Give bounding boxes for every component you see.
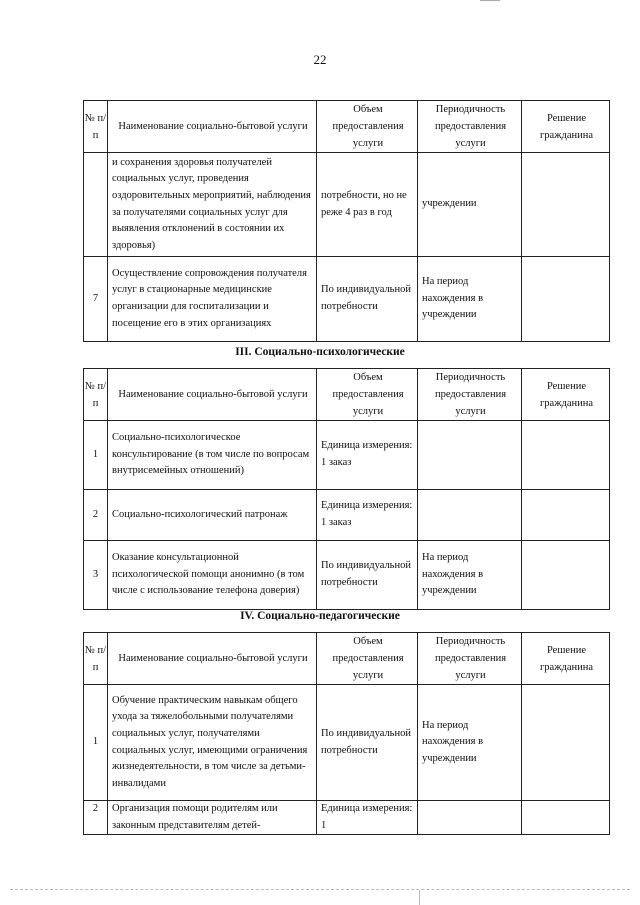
header-decision: Решение гражданина xyxy=(522,369,610,421)
header-num: № п/п xyxy=(84,633,108,685)
row-decision xyxy=(522,685,610,801)
header-volume: Объем предоставления услуги xyxy=(317,369,418,421)
row-decision xyxy=(522,257,610,342)
row-volume: Единица измерения: 1 xyxy=(317,801,418,835)
header-name: Наименование социально-бытовой услуги xyxy=(108,101,317,153)
header-period: Периодичность предоставления услуги xyxy=(418,101,522,153)
row-period xyxy=(418,490,522,541)
row-name: Обучение практическим навыкам общего ухода за тяжелобольными получателями социальных услуг, получателями социальных услуг, имеющими ограничения жизнедеятельности, в том числе за детьми-инвалидами xyxy=(108,685,317,801)
page-number: 22 xyxy=(313,52,327,67)
header-volume: Объем предоставления услуги xyxy=(317,633,418,685)
page-bottom-tick xyxy=(419,890,420,905)
table-header-row xyxy=(84,369,610,421)
row-name: Организация помощи родителям или законным представителям детей- xyxy=(108,801,317,835)
header-num: № п/п xyxy=(84,369,108,421)
row-name: и сохранения здоровья получателей социальных услуг, проведения оздоровительных мероприятий, наблюдения за получателями социальных услуг для выявления отклонений в состоянии их здоровья) xyxy=(108,153,317,257)
row-decision xyxy=(522,490,610,541)
row-decision xyxy=(522,153,610,257)
table-row xyxy=(84,257,610,342)
row-volume: По индивидуальной потребности xyxy=(317,257,418,342)
row-period: На период нахождения в учреждении xyxy=(418,257,522,342)
services-table-pedagogical xyxy=(83,632,610,835)
header-decision: Решение гражданина xyxy=(522,633,610,685)
header-period: Периодичность предоставления услуги xyxy=(418,369,522,421)
header-decision: Решение гражданина xyxy=(522,101,610,153)
row-num: 1 xyxy=(84,421,108,490)
row-decision xyxy=(522,541,610,610)
row-volume: По индивидуальной потребности xyxy=(317,541,418,610)
row-volume: Единица измерения: 1 заказ xyxy=(317,490,418,541)
table-row xyxy=(84,801,610,835)
row-decision xyxy=(522,421,610,490)
row-name: Социально-психологическое консультирование (в том числе по вопросам внутрисемейных отношений) xyxy=(108,421,317,490)
table-row xyxy=(84,685,610,801)
row-num xyxy=(84,153,108,257)
section-title-pedagogical: IV. Социально-педагогические xyxy=(240,610,400,622)
row-num: 2 xyxy=(84,801,108,835)
row-period xyxy=(418,801,522,835)
header-volume: Объем предоставления услуги xyxy=(317,101,418,153)
header-num: № п/п xyxy=(84,101,108,153)
row-name: Осуществление сопровождения получателя услуг в стационарные медицинские организации для госпитализации и посещение его в этих организациях xyxy=(108,257,317,342)
row-period: На период нахождения в учреждении xyxy=(418,685,522,801)
row-num: 1 xyxy=(84,685,108,801)
table-row xyxy=(84,490,610,541)
row-name: Социально-психологический патронаж xyxy=(108,490,317,541)
table-header-row xyxy=(84,101,610,153)
row-name: Оказание консультационной психологической помощи анонимно (в том числе с использование телефона доверия) xyxy=(108,541,317,610)
row-period: учреждении xyxy=(418,153,522,257)
row-decision xyxy=(522,801,610,835)
section-title-psychological: III. Социально-психологические xyxy=(235,346,405,358)
table-row xyxy=(84,541,610,610)
table-header-row xyxy=(84,633,610,685)
table-row xyxy=(84,421,610,490)
row-period xyxy=(418,421,522,490)
services-table-continued xyxy=(83,100,610,342)
row-num: 2 xyxy=(84,490,108,541)
row-volume: потребности, но не реже 4 раз в год xyxy=(317,153,418,257)
row-period: На период нахождения в учреждении xyxy=(418,541,522,610)
services-table-psychological xyxy=(83,368,610,610)
row-num: 3 xyxy=(84,541,108,610)
table-row xyxy=(84,153,610,257)
page-bottom-divider xyxy=(10,889,630,890)
header-period: Периодичность предоставления услуги xyxy=(418,633,522,685)
row-volume: Единица измерения: 1 заказ xyxy=(317,421,418,490)
row-num: 7 xyxy=(84,257,108,342)
header-name: Наименование социально-бытовой услуги xyxy=(108,369,317,421)
row-volume: По индивидуальной потребности xyxy=(317,685,418,801)
scan-mark xyxy=(480,0,500,4)
header-name: Наименование социально-бытовой услуги xyxy=(108,633,317,685)
